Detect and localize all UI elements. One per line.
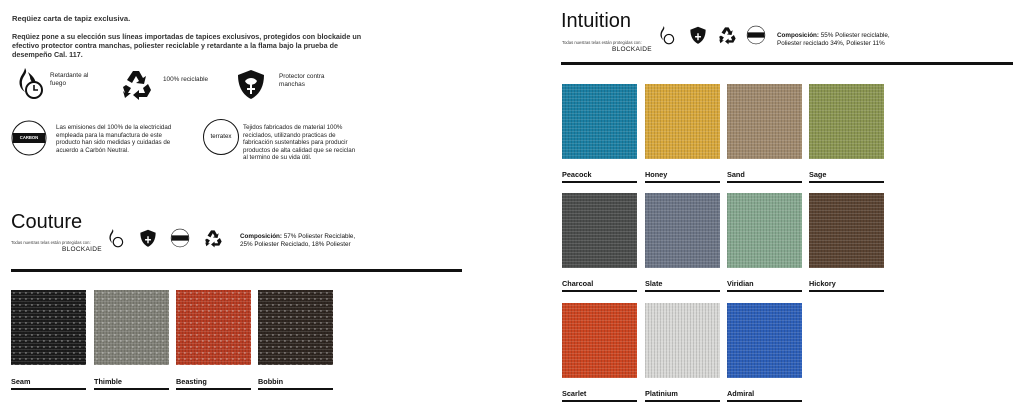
swatch-label-peacock: Peacock bbox=[562, 170, 592, 179]
swatch-peacock[interactable] bbox=[562, 84, 637, 159]
swatch-charcoal[interactable] bbox=[562, 193, 637, 268]
swatch-viridian[interactable] bbox=[727, 193, 802, 268]
swatch-label-bobbin: Bobbin bbox=[258, 377, 284, 386]
couture-carbon-neutral-icon bbox=[170, 228, 190, 253]
couture-composition-label: Composición: bbox=[240, 233, 282, 240]
swatch-rule bbox=[258, 388, 333, 390]
swatch-rule bbox=[645, 181, 720, 183]
swatch-label-charcoal: Charcoal bbox=[562, 279, 594, 288]
intuition-composition bbox=[777, 32, 897, 48]
swatch-platinium[interactable] bbox=[645, 303, 720, 378]
couture-divider bbox=[11, 269, 462, 272]
swatch-seam[interactable] bbox=[11, 290, 86, 365]
swatch-label-honey: Honey bbox=[645, 170, 668, 179]
intuition-blockaide-name: BLOCKAIDE bbox=[612, 46, 652, 53]
swatch-label-platinium: Platinium bbox=[645, 389, 678, 398]
intro-body: Reqüiez pone a su elección sus líneas importadas de tapices exclusivos, protegidos con blockaide un efectivo protector contra manchas, poliester reciclable y retardante a la flama bajo la prueba de desempeño Cal. 117. bbox=[12, 32, 362, 59]
couture-fire-icon bbox=[105, 228, 125, 253]
swatch-rule bbox=[809, 181, 884, 183]
intuition-divider bbox=[561, 62, 1013, 65]
swatch-scarlet[interactable] bbox=[562, 303, 637, 378]
feature-recycle-text: 100% reciclable bbox=[163, 76, 209, 83]
swatch-rule bbox=[562, 290, 637, 292]
feature-shield bbox=[234, 67, 268, 106]
swatch-label-seam: Seam bbox=[11, 377, 31, 386]
swatch-honey[interactable] bbox=[645, 84, 720, 159]
terratex-text: Tejidos fabricados de material 100% reciclados, utilizando practicas de fabricación sustentables para producir productos de alta calidad que se reciclan al termino de su vida útil. bbox=[243, 124, 356, 161]
intuition-blockaide-note: Todas nuestras telas están protegidas con: bbox=[562, 40, 642, 45]
swatch-label-viridian: Viridian bbox=[727, 279, 754, 288]
intuition-carbon-neutral-icon bbox=[746, 25, 766, 50]
swatch-label-sand: Sand bbox=[727, 170, 745, 179]
swatch-thimble[interactable] bbox=[94, 290, 169, 365]
shield-icon bbox=[234, 67, 268, 101]
swatch-label-scarlet: Scarlet bbox=[562, 389, 587, 398]
terratex-logo bbox=[203, 119, 239, 155]
swatch-rule bbox=[11, 388, 86, 390]
recycle-icon bbox=[121, 67, 155, 101]
fire-clock-icon bbox=[12, 66, 46, 100]
swatch-label-slate: Slate bbox=[645, 279, 663, 288]
swatch-rule bbox=[645, 400, 720, 402]
couture-composition bbox=[240, 233, 360, 249]
swatch-rule bbox=[562, 181, 637, 183]
feature-shield-text: Protector contra manchas bbox=[279, 73, 325, 88]
swatch-sand[interactable] bbox=[727, 84, 802, 159]
couture-shield-icon bbox=[138, 228, 158, 253]
swatch-rule bbox=[727, 400, 802, 402]
swatch-rule bbox=[809, 290, 884, 292]
intuition-composition-label: Composición: bbox=[777, 32, 819, 39]
swatch-label-beasting: Beasting bbox=[176, 377, 207, 386]
swatch-sage[interactable] bbox=[809, 84, 884, 159]
couture-blockaide-note: Todas nuestras telas están protegidas con: bbox=[11, 240, 91, 245]
couture-composition-value: 57% Poliester Reciclable, 25% Poliester Reciclado, 18% Poliester bbox=[240, 233, 356, 248]
swatch-rule bbox=[562, 400, 637, 402]
swatch-rule bbox=[645, 290, 720, 292]
swatch-label-sage: Sage bbox=[809, 170, 827, 179]
swatch-rule bbox=[727, 181, 802, 183]
swatch-rule bbox=[727, 290, 802, 292]
intro-title: Reqüiez carta de tapiz exclusiva. bbox=[12, 14, 131, 23]
couture-blockaide-name: BLOCKAIDE bbox=[62, 246, 102, 253]
swatch-slate[interactable] bbox=[645, 193, 720, 268]
swatch-admiral[interactable] bbox=[727, 303, 802, 378]
carbon-neutral-logo bbox=[10, 119, 48, 157]
swatch-hickory[interactable] bbox=[809, 193, 884, 268]
carbon-neutral-logo-text: CARBON NEUTRAL bbox=[18, 135, 39, 150]
feature-fire-text: Retardante al fuego bbox=[50, 72, 89, 87]
swatch-rule bbox=[94, 388, 169, 390]
swatch-bobbin[interactable] bbox=[258, 290, 333, 365]
swatch-beasting[interactable] bbox=[176, 290, 251, 365]
terratex-logo-text: terratex bbox=[210, 133, 232, 140]
swatch-label-thimble: Thimble bbox=[94, 377, 122, 386]
feature-fire bbox=[12, 66, 46, 105]
intuition-title: Intuition bbox=[561, 10, 632, 32]
intuition-recycle-icon bbox=[718, 25, 738, 50]
couture-recycle-icon bbox=[204, 228, 224, 253]
intuition-composition-value: 55% Poliester reciclable, Poliester reciclado 34%, Poliester 11% bbox=[777, 32, 890, 47]
couture-title: Couture bbox=[11, 211, 83, 233]
carbon-neutral-text: Las emisiones del 100% de la electricidad empleada para la manufactura de este producto han sido medidas y cuidadas de acuerdo a Carbón Neutral. bbox=[56, 124, 172, 154]
intuition-shield-icon bbox=[688, 25, 708, 50]
feature-recycle bbox=[121, 67, 155, 106]
swatch-label-admiral: Admiral bbox=[727, 389, 755, 398]
swatch-rule bbox=[176, 388, 251, 390]
intuition-fire-icon bbox=[656, 25, 676, 50]
swatch-label-hickory: Hickory bbox=[809, 279, 836, 288]
